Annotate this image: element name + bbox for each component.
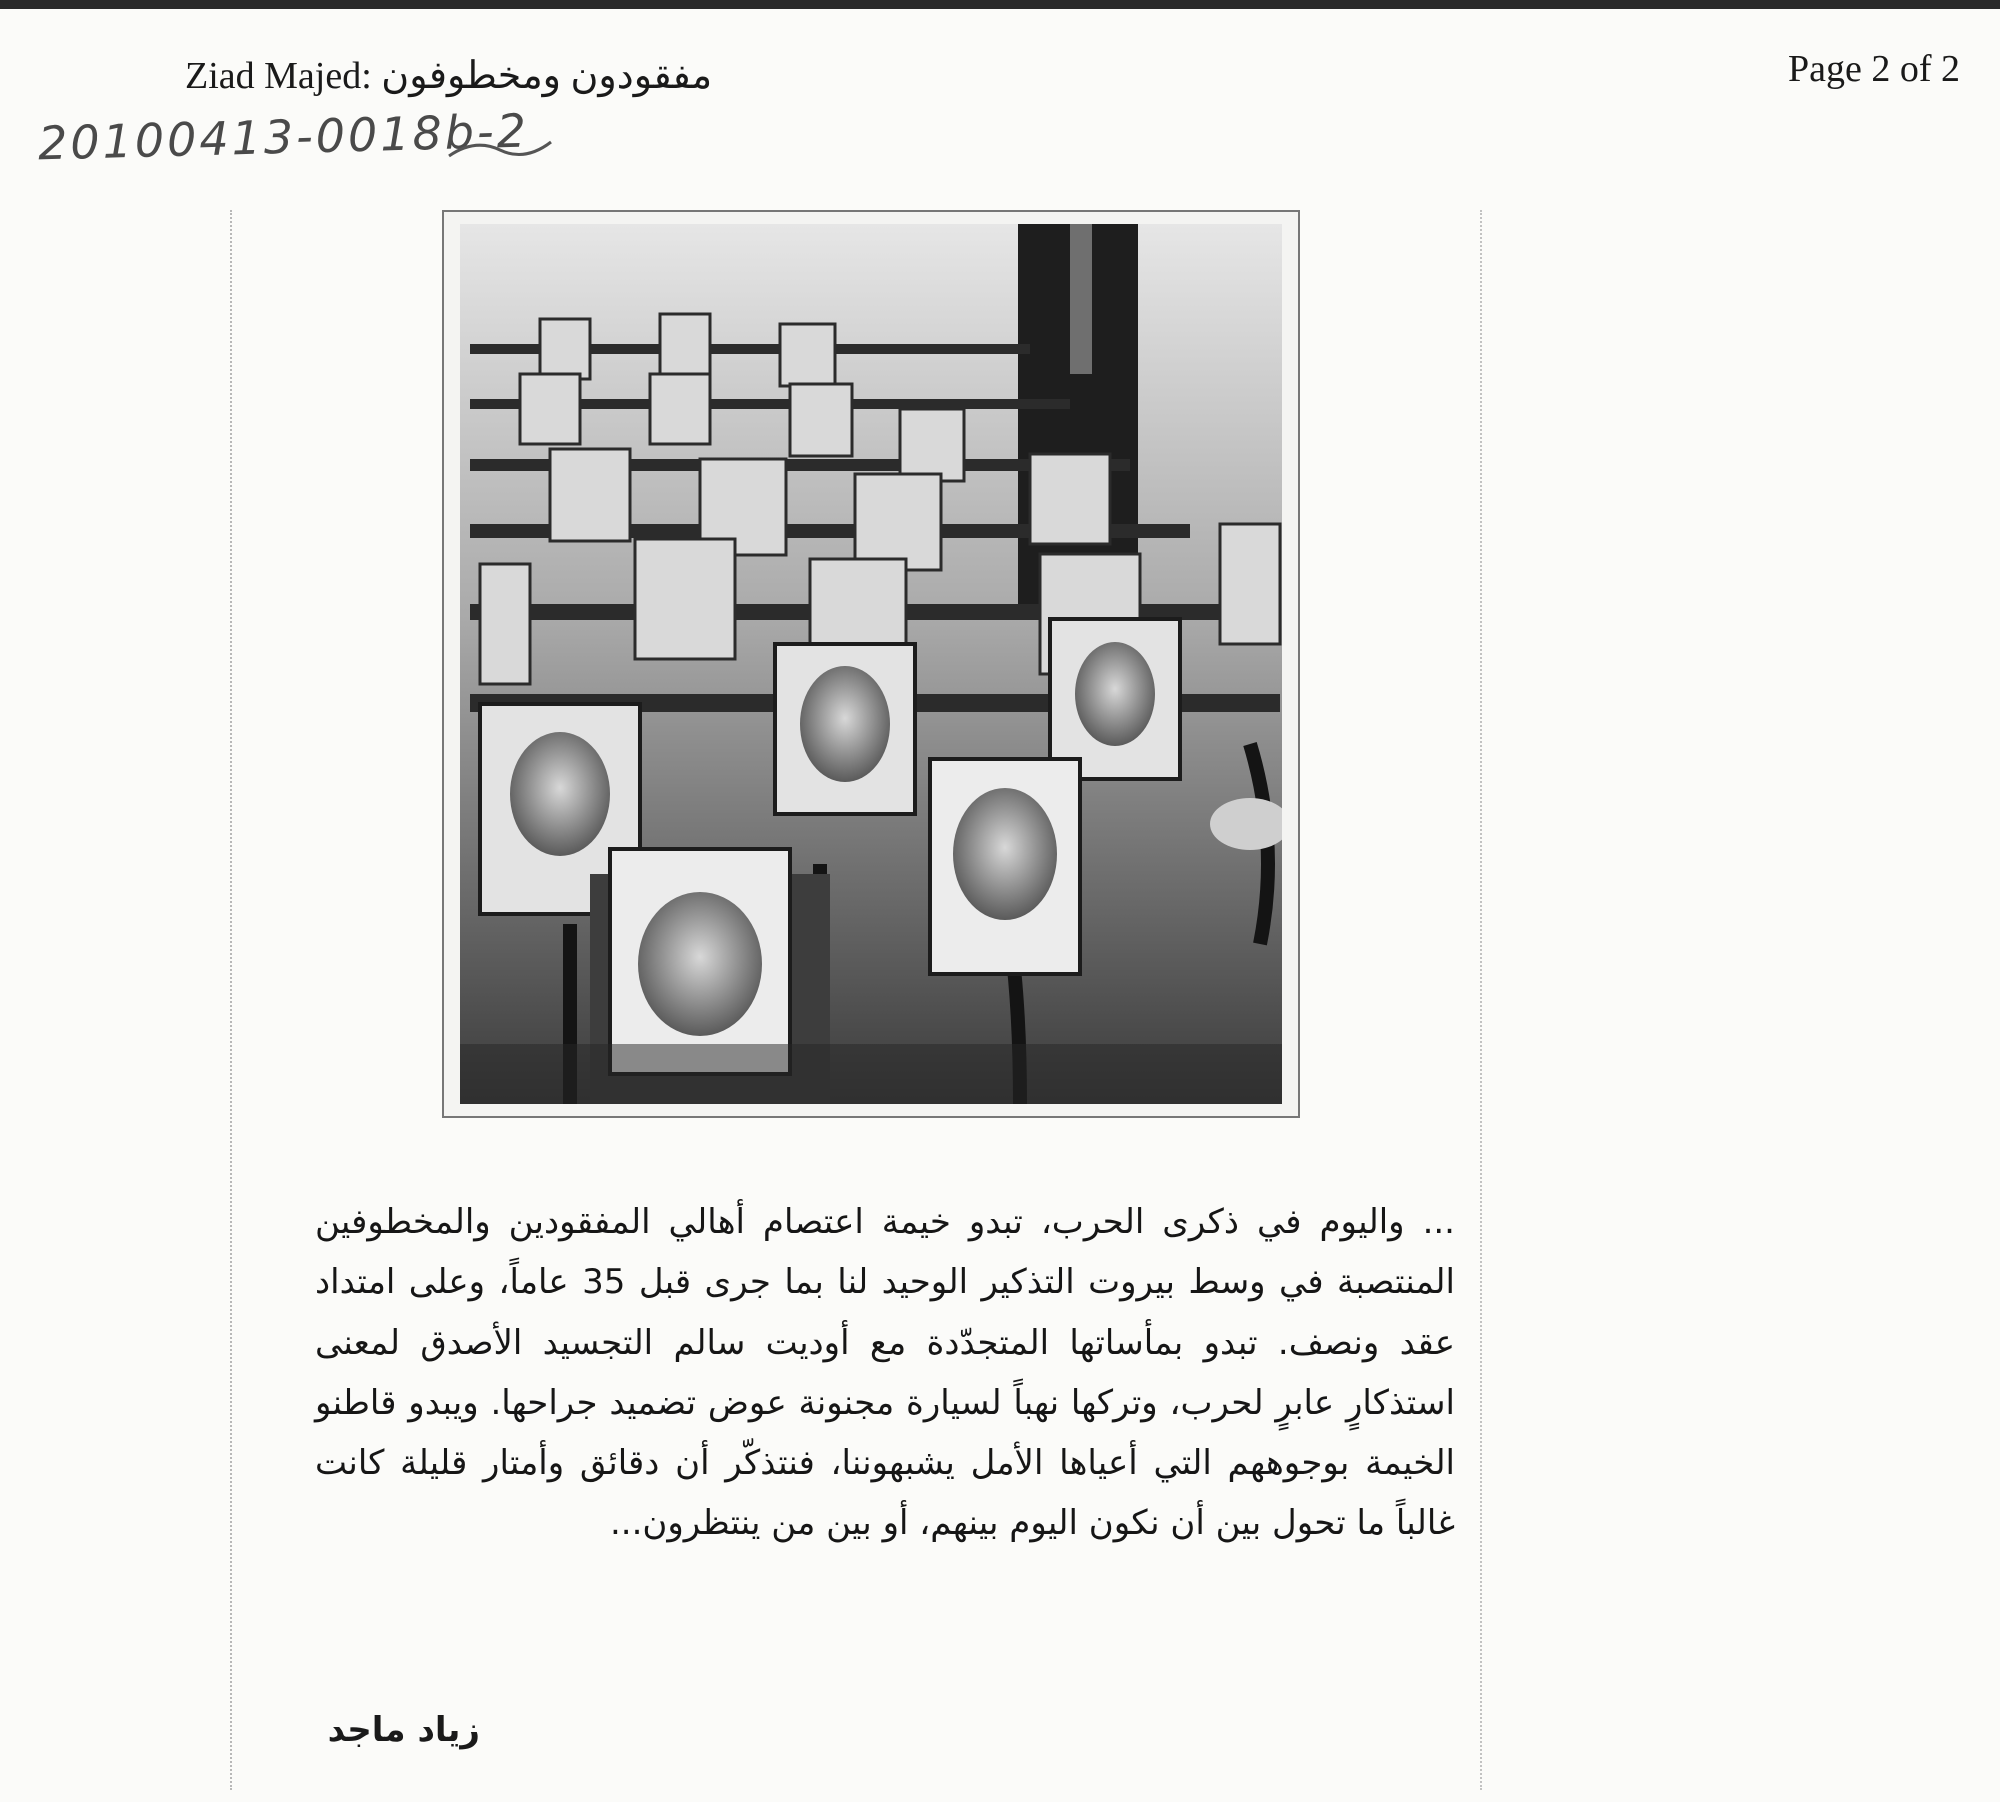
column-border-right [1480,210,1482,1790]
handwritten-reference: 20100413-0018b-2 [37,103,530,171]
photo-frame [442,210,1300,1118]
article-body: ... واليوم في ذكرى الحرب، تبدو خيمة اعتصام أهالي المفقودين والمخطوفين المنتصبة في وسط بيروت التذكير الوحيد لنا بما جرى قبل 35 عاماً، وعلى امتداد عقد ونصف. تبدو بمأساتها المتجدّدة مع أوديت سالم التجسيد الأصدق لمعنى استذكارٍ عابرٍ لحرب، وتركها نهباً لسيارة مجنونة عوض تضميد جراحها. ويبدو قاطنو الخيمة بوجوههم التي أعياها الأمل يشبهوننا، فنتذكّر أن دقائق وأمتار قليلة كانت غالباً ما تحول بين أن نكون اليوم بينهم، أو بين من ينتظرون... [315,1202,1455,1544]
column-border-left [230,210,232,1790]
author-signature: زياد ماجد [327,1710,480,1750]
page-number: Page 2 of 2 [1787,48,1960,90]
top-edge-rule [0,0,2000,9]
photograph-of-chairs-with-portraits [460,224,1282,1104]
photo-illustration [460,224,1282,1104]
handwritten-underline-stroke [445,128,555,168]
document-header-title: Ziad Majed: مفقودون ومخطوفون [185,55,713,97]
